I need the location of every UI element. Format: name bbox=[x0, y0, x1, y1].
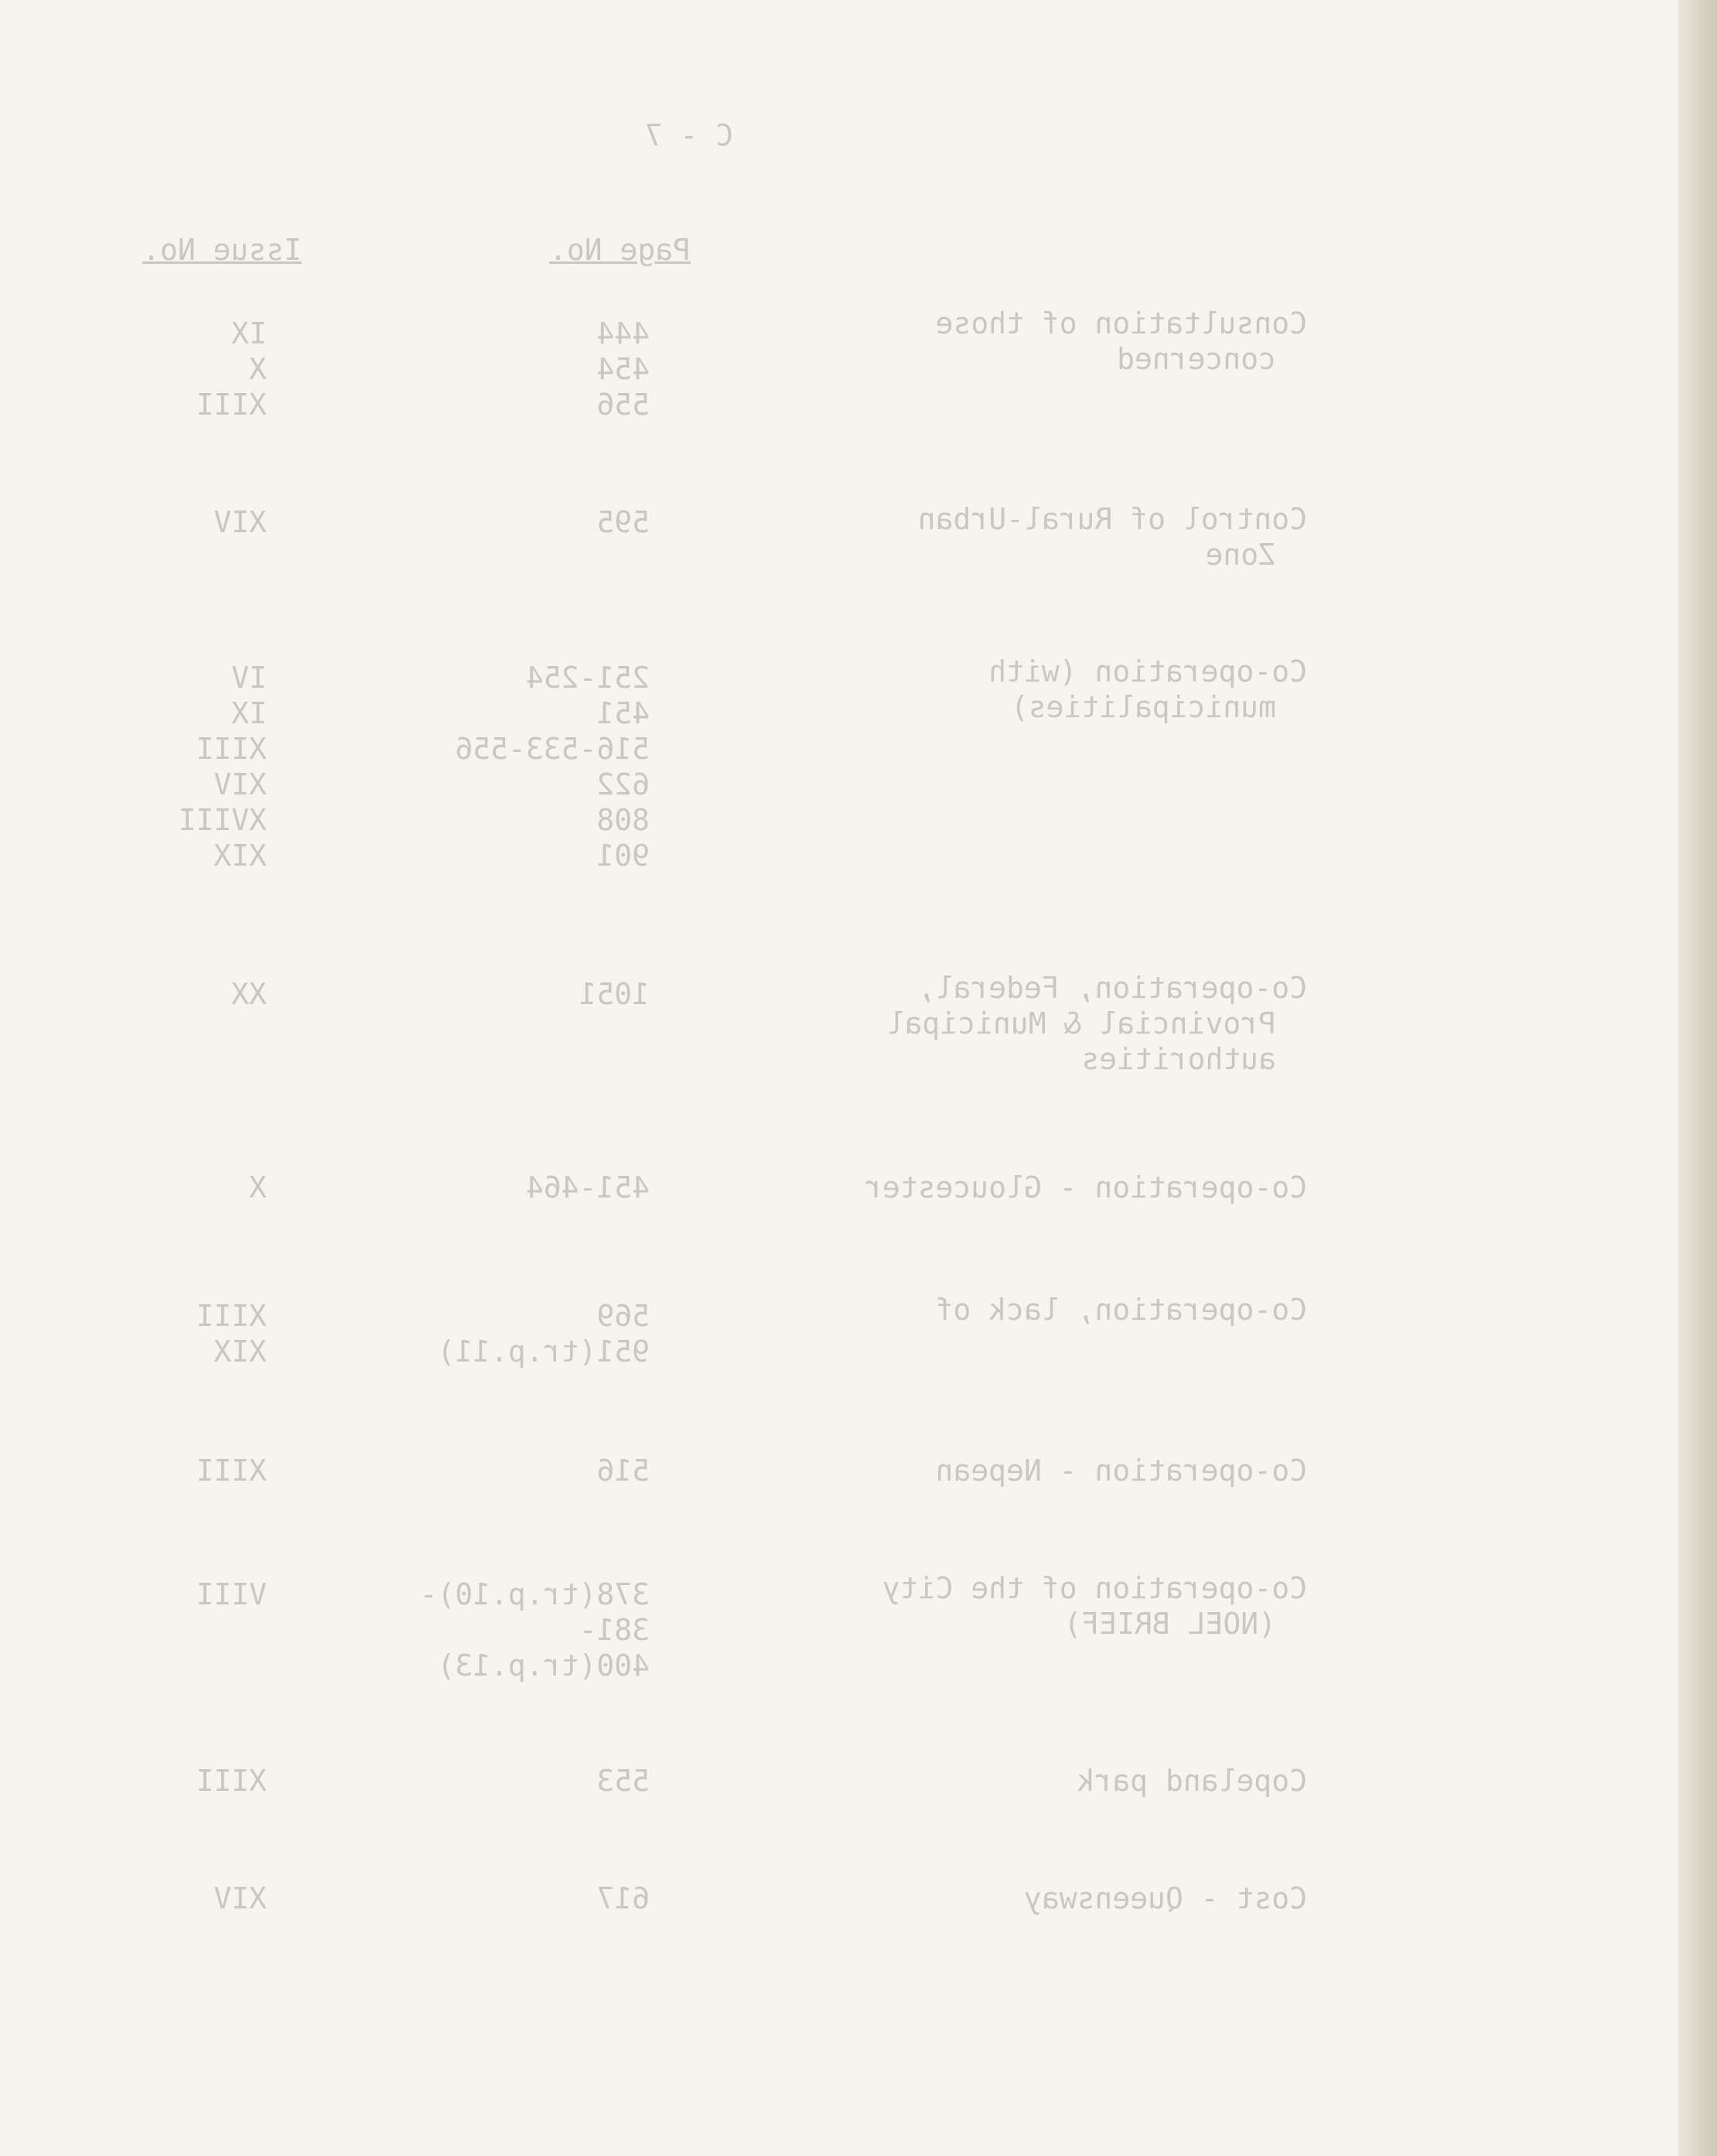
page-ref: 617 bbox=[596, 1881, 650, 1915]
issue-ref: XIII bbox=[196, 1764, 267, 1798]
page-ref: 400(tr.p.13) bbox=[437, 1649, 650, 1683]
subject-line: (NOEL BRIEF) bbox=[1063, 1607, 1276, 1641]
issue-ref: IX bbox=[231, 696, 267, 730]
subject-line: Cost - Queensway bbox=[1023, 1881, 1307, 1915]
page-ref: 451-464 bbox=[525, 1170, 650, 1204]
binding-edge bbox=[1678, 0, 1717, 2156]
issue-ref: IV bbox=[231, 661, 267, 695]
page-ref: 595 bbox=[596, 505, 650, 539]
subject-line: municipalities) bbox=[1010, 690, 1276, 724]
issue-ref: X bbox=[249, 352, 267, 386]
subject-line: Zone bbox=[1205, 538, 1276, 572]
subject-line: Control of Rural-Urban bbox=[917, 502, 1307, 536]
page-ref: 454 bbox=[596, 352, 650, 386]
issue-ref: XIV bbox=[213, 505, 267, 539]
subject-line: concerned bbox=[1117, 342, 1276, 376]
issue-ref: XIII bbox=[196, 1454, 267, 1488]
issue-ref: XIII bbox=[196, 1299, 267, 1333]
subject-line: Copeland park bbox=[1077, 1764, 1307, 1798]
issue-ref: XIX bbox=[213, 839, 267, 873]
page-ref: 444 bbox=[596, 316, 650, 350]
page-ref: 556 bbox=[596, 388, 650, 422]
issue-ref: XX bbox=[231, 977, 267, 1011]
page-ref: 1051 bbox=[579, 977, 650, 1011]
subject-line: Co-operation - Gloucester bbox=[865, 1170, 1307, 1204]
issue-ref: XVIII bbox=[178, 803, 267, 837]
page-ref: 569 bbox=[596, 1299, 650, 1333]
subject-line: Consultation of those bbox=[935, 306, 1307, 340]
page-ref: 808 bbox=[596, 803, 650, 837]
issue-ref: IX bbox=[231, 316, 267, 350]
subject-line: Co-operation, Federal, bbox=[917, 971, 1307, 1005]
subject-line: Co-operation - Nepean bbox=[935, 1454, 1307, 1488]
page-ref: 381- bbox=[579, 1613, 650, 1647]
page-number: C - 7 bbox=[644, 118, 733, 152]
page-ref: 516 bbox=[596, 1454, 650, 1488]
subject-line: Co-operation, lack of bbox=[935, 1293, 1307, 1327]
issue-ref: XIX bbox=[213, 1334, 267, 1368]
page-no-header: Page No. bbox=[548, 233, 691, 267]
issue-no-header: Issue No. bbox=[142, 233, 302, 267]
issue-ref: XIV bbox=[213, 1881, 267, 1915]
page-ref: 553 bbox=[596, 1764, 650, 1798]
subject-line: Co-operation of the City bbox=[882, 1571, 1307, 1605]
subject-line: authorities bbox=[1081, 1042, 1276, 1076]
page-ref: 451 bbox=[596, 696, 650, 730]
page-ref: 622 bbox=[596, 767, 650, 801]
issue-ref: X bbox=[249, 1170, 267, 1204]
page-ref: 378(tr.p.10)- bbox=[419, 1577, 650, 1611]
issue-ref: XIV bbox=[213, 767, 267, 801]
issue-ref: XIII bbox=[196, 732, 267, 766]
subject-line: Co-operation (with bbox=[988, 654, 1307, 688]
page-ref: 901 bbox=[596, 839, 650, 873]
page-ref: 951(tr.p.11) bbox=[437, 1334, 650, 1368]
issue-ref: XIII bbox=[196, 388, 267, 422]
issue-ref: VIII bbox=[196, 1577, 267, 1611]
page-ref: 251-254 bbox=[525, 661, 650, 695]
subject-line: Provincial & Municipal bbox=[886, 1006, 1276, 1040]
page-ref: 516-533-556 bbox=[455, 732, 650, 766]
